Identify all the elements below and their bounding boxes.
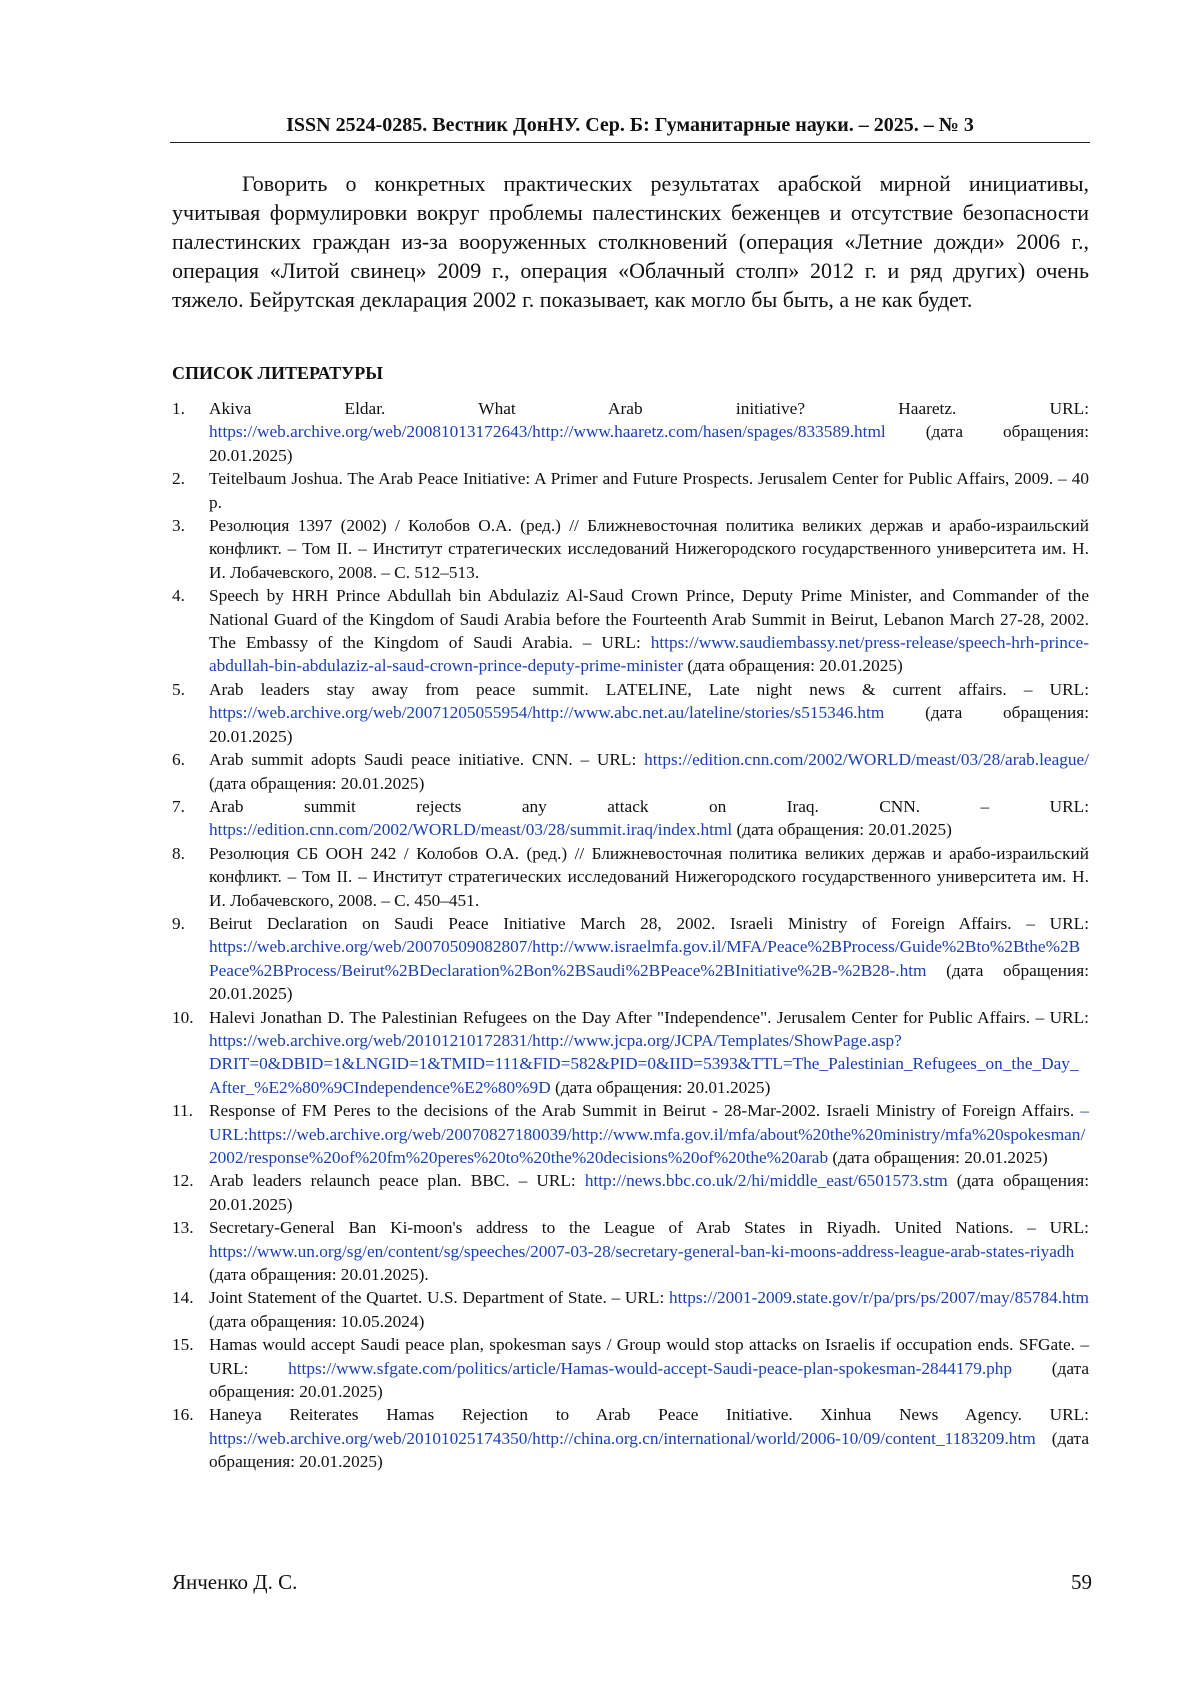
reference-item: [172, 584, 1089, 678]
reference-number: 7.: [172, 796, 185, 816]
reference-citation: Teitelbaum Joshua. The Arab Peace Initiative: A Primer and Future Prospects. Jerusalem Center for Public Affairs, 2009. – 40 p.: [209, 469, 1089, 512]
reference-citation: Hamas would accept Saudi peace plan, spokesman says / Group would stop attacks on Israelis if occupation ends. SFGate. – URL:: [209, 1335, 1089, 1378]
reference-number: 2.: [172, 469, 185, 489]
reference-text: [209, 514, 1089, 584]
reference-access-date: (дата обращения: 20.01.2025): [209, 960, 1089, 1004]
reference-link[interactable]: https://www.saudiembassy.net/press-release/speech-hrh-prince-abdullah-bin-abdulaziz-al-saud-crown-prince-deputy-prime-minister: [209, 633, 1089, 676]
reference-citation: Резолюция 1397 (2002) / Колобов О.А. (ред.) // Ближневосточная политика великих держав и арабо-израильский конфликт. – Том II. – Институт стратегических исследований Нижегородского государственного университета им. Н. И. Лобачевского, 2008. – С. 512–513.: [209, 516, 1089, 582]
reference-citation: Speech by HRH Prince Abdullah bin Abdulaziz Al-Saud Crown Prince, Deputy Prime Minister, and Commander of the National Guard of the Kingdom of Saudi Arabia before the Fourteenth Arab Summit in Beirut, Lebanon March 27-28, 2002. The Embassy of the Kingdom of Saudi Arabia. – URL:: [209, 586, 1089, 653]
reference-item: [172, 1216, 1089, 1286]
reference-number: 10.: [172, 1007, 194, 1027]
reference-item: [172, 842, 1089, 912]
reference-number: 1.: [172, 399, 185, 418]
reference-text: [209, 1006, 1089, 1100]
reference-link[interactable]: https://web.archive.org/web/20101210172831/http://www.jcpa.org/JCPA/Templates/ShowPage.asp?DRIT=0&DBID=1&LNGID=1&TMID=111&FID=582&PID=0&IID=5393&TTL=The_Palestinian_Refugees_on_the_Day_After_%E2%80%9CIndependence%E2%80%9D: [209, 1030, 1079, 1097]
reference-item: [172, 1286, 1089, 1333]
reference-link[interactable]: https://www.sfgate.com/politics/article/Hamas-would-accept-Saudi-peace-plan-spokesman-2844179.php: [288, 1358, 1013, 1378]
reference-access-date: (дата обращения: 20.01.2025): [209, 703, 1089, 746]
reference-text: [209, 467, 1089, 514]
reference-text: [209, 842, 1089, 912]
reference-item: [172, 795, 1089, 842]
journal-header: ISSN 2524-0285. Вестник ДонНУ. Сер. Б: Гуманитарные науки. – 2025. – № 3: [286, 114, 974, 136]
reference-item: [172, 912, 1089, 1006]
reference-number: 13.: [172, 1218, 194, 1238]
references-list: [172, 397, 1089, 1474]
reference-link[interactable]: https://web.archive.org/web/20081013172643/http://www.haaretz.com/hasen/spages/833589.html: [209, 422, 886, 442]
reference-number: 4.: [172, 586, 185, 606]
reference-citation: Beirut Declaration on Saudi Peace Initiative March 28, 2002. Israeli Ministry of Foreign Affairs. – URL:: [209, 913, 1089, 933]
reference-citation: Secretary-General Ban Ki-moon's address to the League of Arab States in Riyadh. United Nations. – URL:: [209, 1218, 1089, 1238]
reference-number: 15.: [172, 1335, 194, 1355]
reference-link[interactable]: https://edition.cnn.com/2002/WORLD/meast/03/28/summit.iraq/index.html: [209, 820, 733, 840]
reference-text: [209, 912, 1089, 1006]
reference-link[interactable]: https://web.archive.org/web/20071205055954/http://www.abc.net.au/lateline/stories/s515346.htm: [209, 703, 885, 723]
reference-text: [209, 1216, 1089, 1286]
reference-access-date: (дата обращения: 10.05.2024): [209, 1311, 425, 1331]
reference-number: 12.: [172, 1171, 194, 1191]
reference-link[interactable]: https://web.archive.org/web/20070509082807/http://www.israelmfa.gov.il/MFA/Peace%2BProcess/Guide%2Bto%2Bthe%2BPeace%2BProcess/Beirut%2BDeclaration%2Bon%2BSaudi%2BPeace%2BInitiative%2B-%2B28-.htm: [209, 937, 1081, 980]
reference-number: 14.: [172, 1288, 194, 1308]
reference-item: [172, 514, 1089, 584]
reference-citation: Halevi Jonathan D. The Palestinian Refugees on the Day After "Independence". Jerusalem Center for Public Affairs. – URL:: [209, 1007, 1089, 1027]
reference-text: [209, 1286, 1089, 1333]
reference-access-date: (дата обращения: 20.01.2025): [828, 1148, 1048, 1167]
reference-citation: Response of FM Peres to the decisions of the Arab Summit in Beirut - 28-Mar-2002. Israeli Ministry of Foreign Affairs.: [209, 1101, 1081, 1121]
body-paragraph: Говорить о конкретных практических результатах арабской мирной инициативы, учитывая формулировки вокруг проблемы палестинских беженцев и отсутствие безопасности палестинских граждан из-за вооруженных столкновений (операция «Летние дожди» 2006 г., операция «Литой свинец» 2009 г., операция «Облачный столп» 2012 г. и ряд других) очень тяжело. Бейрутская декларация 2002 г. показывает, как могло бы быть, а не как будет.: [172, 171, 1089, 312]
reference-citation: Arab summit rejects any attack on Iraq. CNN. – URL:: [209, 796, 1089, 816]
reference-item: [172, 678, 1089, 748]
reference-number: 6.: [172, 750, 185, 770]
reference-citation: Arab leaders stay away from peace summit. LATELINE, Late night news & current affairs. – URL:: [209, 679, 1089, 699]
reference-access-date: (дата обращения: 20.01.2025): [209, 1428, 1089, 1472]
reference-text: [209, 1099, 1089, 1169]
reference-text: [209, 795, 1089, 842]
reference-access-date: (дата обращения: 20.01.2025): [550, 1077, 771, 1097]
reference-item: [172, 397, 1089, 467]
reference-link[interactable]: https://edition.cnn.com/2002/WORLD/meast/03/28/arab.league/: [644, 750, 1089, 770]
footer-author: Янченко Д. С.: [172, 1570, 298, 1594]
reference-number: 16.: [172, 1405, 194, 1425]
reference-text: [209, 1333, 1089, 1403]
reference-link[interactable]: https://www.un.org/sg/en/content/sg/speeches/2007-03-28/secretary-general-ban-ki-moons-address-league-arab-states-riyadh: [209, 1241, 1075, 1261]
reference-item: [172, 1006, 1089, 1100]
page-number: 59: [1071, 1570, 1092, 1594]
reference-citation: Akiva Eldar. What Arab initiative? Haaretz. URL:: [209, 399, 1089, 418]
reference-number: 11.: [172, 1101, 193, 1121]
reference-access-date: (дата обращения: 20.01.2025): [209, 1358, 1089, 1402]
reference-link[interactable]: http://news.bbc.co.uk/2/hi/middle_east/6501573.stm: [584, 1171, 948, 1191]
reference-item: [172, 1099, 1089, 1169]
reference-text: [209, 1403, 1089, 1473]
reference-link[interactable]: – URL:https://web.archive.org/web/20070827180039/http://www.mfa.gov.il/mfa/about%20the%20ministry/mfa%20spokesman/2002/response%20of%20fm%20peres%20to%20the%20decisions%20of%20the%20arab: [209, 1101, 1089, 1167]
reference-citation: Резолюция СБ ООН 242 / Колобов О.А. (ред.) // Ближневосточная политика великих держав и арабо-израильский конфликт. – Том II. – Институт стратегических исследований Нижегородского государственного университета им. Н. И. Лобачевского, 2008. – С. 450–451.: [209, 843, 1089, 910]
reference-number: 3.: [172, 516, 185, 536]
reference-text: [209, 748, 1089, 795]
reference-item: [172, 1333, 1089, 1403]
reference-access-date: (дата обращения: 20.01.2025): [209, 1171, 1089, 1214]
reference-access-date: (дата обращения: 20.01.2025): [732, 820, 952, 840]
reference-link[interactable]: https://2001-2009.state.gov/r/pa/prs/ps/2007/may/85784.htm: [668, 1288, 1089, 1308]
reference-item: [172, 1403, 1089, 1473]
reference-citation: Arab summit adopts Saudi peace initiative. CNN. – URL:: [209, 750, 645, 770]
reference-access-date: (дата обращения: 20.01.2025): [209, 773, 425, 793]
reference-access-date: (дата обращения: 20.01.2025).: [209, 1265, 429, 1285]
reference-citation: Haneya Reiterates Hamas Rejection to Arab Peace Initiative. Xinhua News Agency. URL:: [209, 1405, 1089, 1425]
reference-text: [209, 1169, 1089, 1216]
reference-item: [172, 748, 1089, 795]
reference-text: [209, 397, 1089, 467]
reference-item: [172, 1169, 1089, 1216]
reference-citation: Joint Statement of the Quartet. U.S. Department of State. – URL:: [209, 1288, 669, 1308]
reference-text: [209, 678, 1089, 748]
reference-link[interactable]: https://web.archive.org/web/20101025174350/http://china.org.cn/international/world/2006-10/09/content_1183209.htm: [209, 1428, 1036, 1448]
reference-access-date: (дата обращения: 20.01.2025): [209, 422, 1089, 465]
reference-number: 9.: [172, 913, 185, 933]
references-heading: СПИСОК ЛИТЕРАТУРЫ: [172, 363, 383, 383]
reference-number: 5.: [172, 679, 185, 699]
reference-text: [209, 584, 1089, 678]
reference-number: 8.: [172, 843, 185, 863]
reference-access-date: (дата обращения: 20.01.2025): [683, 656, 903, 676]
reference-citation: Arab leaders relaunch peace plan. BBC. – URL:: [209, 1171, 585, 1191]
reference-item: [172, 467, 1089, 514]
header-divider: [170, 142, 1090, 143]
